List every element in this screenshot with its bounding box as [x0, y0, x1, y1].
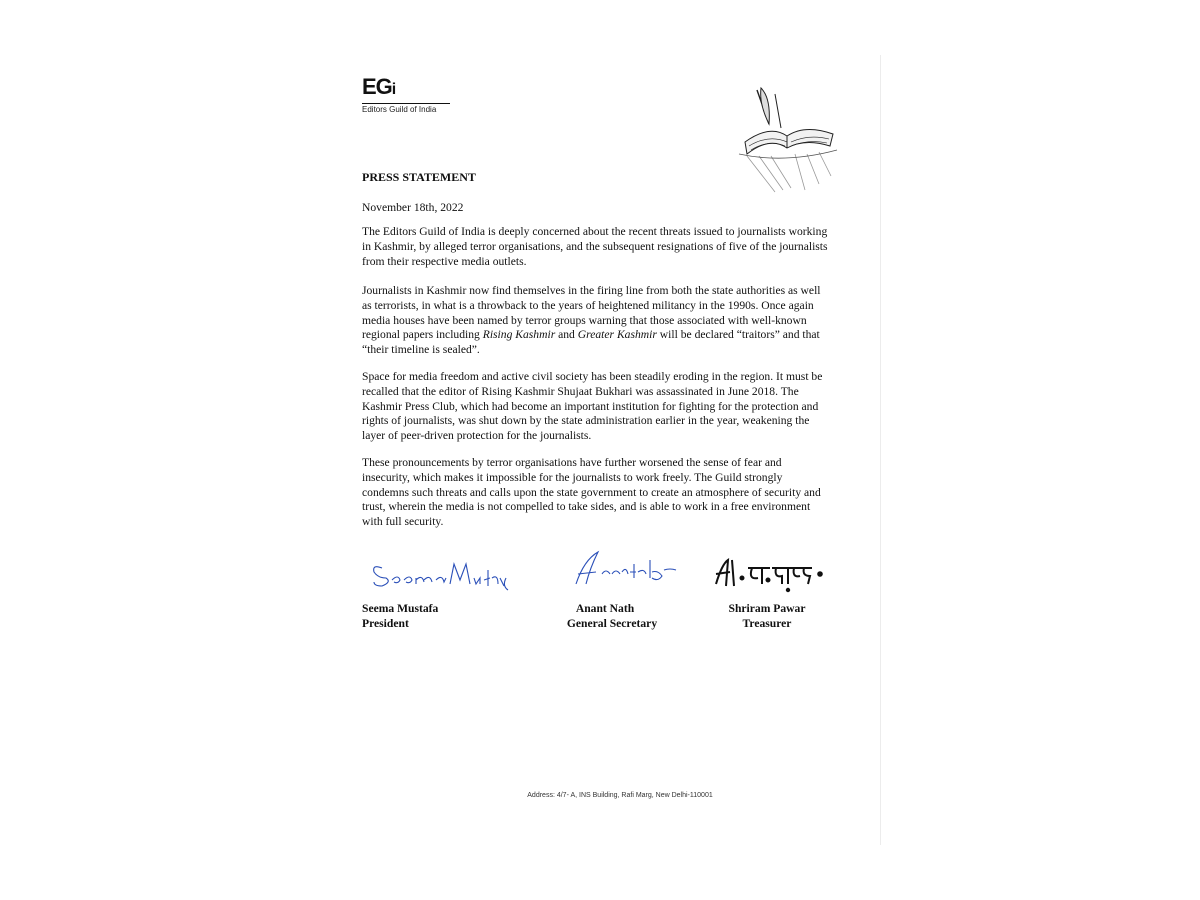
- logo-mark-main: EG: [362, 74, 392, 99]
- signatory-name: Seema Mustafa: [362, 602, 439, 615]
- signatory-title: Treasurer: [742, 617, 792, 630]
- paragraph-1: The Editors Guild of India is deeply concerned about the recent threats issued to journalists working in Kashmir, by alleged terror organisations, and the subsequent resignations of five of the journalists from their respective media outlets.: [362, 225, 828, 268]
- footer-address: Address: 4/7- A, INS Building, Rafi Marg, New Delhi-110001: [527, 792, 713, 799]
- signatory-shriram-pawar: [722, 601, 812, 631]
- document-heading: PRESS STATEMENT: [362, 170, 476, 184]
- paragraph-2-text-a: Journalists in Kashmir now find themselves in the firing line from both the state authorities as well as terrorists, in what is a throwback to the years of heightened militancy in the 1990s. Once again media houses have been named by terror groups warning that those associated with well-known regional papers including: [362, 284, 821, 342]
- signature-shriram-pawar: [712, 554, 832, 594]
- paragraph-2-italic-rising-kashmir: Rising Kashmir: [482, 328, 556, 342]
- signatory-name: Shriram Pawar: [728, 602, 806, 615]
- signatory-name: Anant Nath: [575, 602, 635, 615]
- paragraph-2-italic-greater-kashmir: Greater Kashmir: [577, 328, 657, 342]
- signatory-title: General Secretary: [566, 617, 658, 630]
- signature-seema-mustafa: [368, 556, 518, 596]
- paragraph-3: Space for media freedom and active civil society has been steadily eroding in the region. It must be recalled that the editor of Rising Kashmir Shujaat Bukhari was assassinated in June 2018. The Kashmir Press Club, which had become an important institution for fighting for the protection and rights of journalists, was shut down by the state administration earlier in the year, weakening the layer of peer-driven protection for the journalists.: [362, 370, 823, 443]
- egi-logo: [362, 76, 450, 115]
- signatory-anant-nath: [562, 601, 662, 631]
- signature-anant-nath: [566, 548, 686, 590]
- document-date: November 18th, 2022: [362, 201, 464, 214]
- logo-subtitle: Editors Guild of India: [362, 103, 450, 115]
- paragraph-2-text-b: and: [555, 328, 578, 342]
- signatory-title: President: [362, 617, 409, 630]
- signatory-seema-mustafa: [362, 601, 438, 631]
- paragraph-4: These pronouncements by terror organisations have further worsened the sense of fear and insecurity, which makes it impossible for the journalists to work freely. The Guild strongly condemns such threats and calls upon the state government to create an atmosphere of security and trust, wherein the media is not compelled to take sides, and is able to work in a free environment with full security.: [362, 456, 821, 529]
- logo-mark: [362, 76, 450, 101]
- paragraph-2: [362, 284, 832, 358]
- page-edge-divider: [880, 55, 881, 845]
- paragraph-2-text-c: will be declared “traitors” and that “their timeline is sealed”.: [362, 328, 820, 357]
- logo-mark-small: i: [391, 81, 396, 98]
